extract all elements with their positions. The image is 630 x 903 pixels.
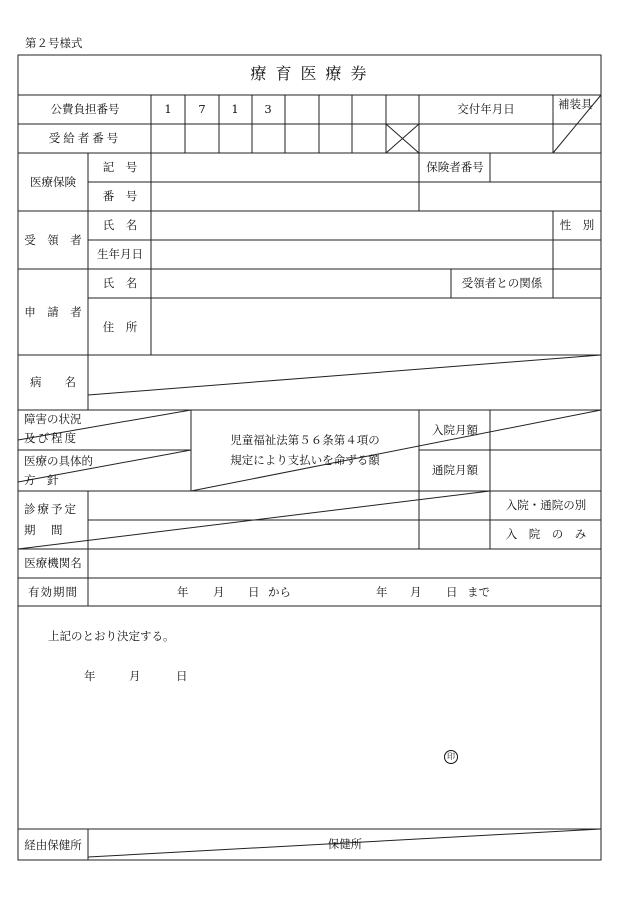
page-title: 療育医療券 xyxy=(250,64,376,83)
public-payer-label: 公費負担番号 xyxy=(50,102,120,116)
validity-until: まで xyxy=(467,585,490,599)
seal-icon: 印 xyxy=(444,750,458,764)
applicant-name-label: 氏 名 xyxy=(102,276,138,290)
recipient-birth-label: 生年月日 xyxy=(97,247,143,261)
payer-digit[interactable]: 3 xyxy=(264,102,272,116)
applicant-address-label: 住 所 xyxy=(102,320,138,334)
insurance-symbol-label: 記 号 xyxy=(102,160,138,174)
insurance-number-label: 番 号 xyxy=(102,189,138,203)
disease-label: 病 名 xyxy=(30,375,76,389)
validity-from: から xyxy=(268,585,291,599)
issue-date-label: 交付年月日 xyxy=(457,102,515,116)
applicant-group-label: 申 請 者 xyxy=(24,305,82,319)
validity-year-until: 年 xyxy=(376,585,388,599)
recipient-sex-label: 性 別 xyxy=(559,218,595,232)
schedule-type-label: 入院・通院の別 xyxy=(505,498,587,512)
insurance-group-label: 医療保険 xyxy=(30,175,76,189)
recipient-group-label: 受 領 者 xyxy=(24,233,82,247)
institution-label: 医療機関名 xyxy=(24,556,82,570)
via-health-office-label: 経由保健所 xyxy=(24,838,82,852)
payer-digit[interactable]: 7 xyxy=(198,102,206,116)
validity-label: 有効期間 xyxy=(28,585,78,599)
health-office-text: 保健所 xyxy=(327,837,363,851)
outpatient-monthly-label: 通院月額 xyxy=(432,463,478,477)
equipment-label: 補装具 xyxy=(558,97,593,111)
recipient-number-label: 受給者番号 xyxy=(48,131,122,145)
schedule-label-line2: 期 間 xyxy=(24,523,65,537)
recipient-name-label: 氏 名 xyxy=(102,218,138,232)
validity-month-until: 月 xyxy=(410,585,422,599)
validity-year-from: 年 xyxy=(177,585,189,599)
decision-statement: 上記のとおり決定する。 xyxy=(48,629,175,643)
policy-label-line1: 医療の具体的 xyxy=(24,454,93,468)
seal-mark xyxy=(444,748,458,764)
decision-month: 月 xyxy=(129,669,141,683)
form-number: 第２号様式 xyxy=(25,36,83,50)
inpatient-monthly-label: 入院月額 xyxy=(432,423,478,437)
disability-label-line2: 及び程度 xyxy=(24,431,78,445)
payment-text-line2: 規定により支払いを命ずる額 xyxy=(230,453,380,467)
validity-day-from: 日 xyxy=(248,585,260,599)
payer-digit[interactable]: 1 xyxy=(164,102,172,116)
payer-digit[interactable]: 1 xyxy=(231,102,239,116)
decision-day: 日 xyxy=(176,669,188,683)
applicant-relation-label: 受領者との関係 xyxy=(461,276,543,290)
insurer-number-label: 保険者番号 xyxy=(426,160,484,174)
validity-day-until: 日 xyxy=(446,585,458,599)
policy-label-line2: 方 針 xyxy=(24,473,59,487)
schedule-label-line1: 診療予定 xyxy=(24,502,78,516)
validity-month-from: 月 xyxy=(213,585,225,599)
disability-label-line1: 障害の状況 xyxy=(24,412,82,426)
schedule-type-value: 入 院 の み xyxy=(505,527,587,541)
decision-year: 年 xyxy=(84,669,96,683)
payment-text-line1: 児童福祉法第５６条第４項の xyxy=(230,433,380,447)
